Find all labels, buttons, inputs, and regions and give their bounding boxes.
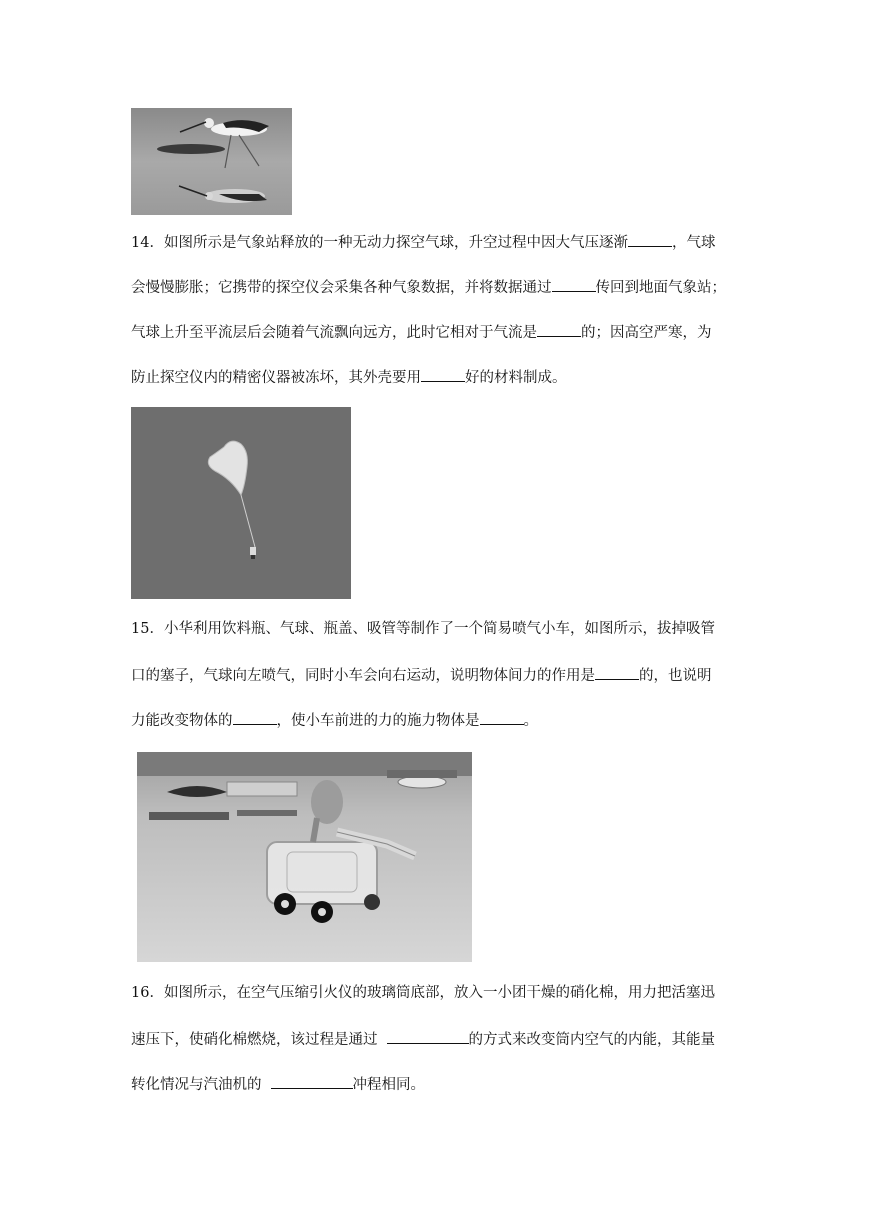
bird-photo: [131, 108, 292, 215]
q14-line-4: 防止探空仪内的精密仪器被冻坏，其外壳要用 好的材料制成。: [131, 367, 567, 388]
q15-line-1: 15．小华利用饮料瓶、气球、瓶盖、吸管等制作了一个简易喷气小车，如图所示，拔掉吸管: [131, 621, 715, 637]
q16-line-3: 转化情况与汽油机的 冲程相同。: [131, 1074, 425, 1095]
q14-line-3: 气球上升至平流层后会随着气流飘向远方，此时它相对于气流是 的；因高空严寒，为: [131, 322, 712, 343]
q16-line-1: 16．如图所示，在空气压缩引火仪的玻璃筒底部，放入一小团干燥的硝化棉，用力把活塞迅: [131, 985, 715, 1001]
toy-car-photo: [137, 752, 472, 962]
answer-blank[interactable]: [552, 277, 596, 292]
question-number: 16．: [131, 985, 164, 1001]
q15-line-2: 口的塞子，气球向左喷气，同时小车会向右运动，说明物体间力的作用是 的，也说明: [131, 665, 712, 686]
answer-blank[interactable]: [628, 232, 672, 247]
answer-blank[interactable]: [421, 367, 465, 382]
answer-blank[interactable]: [233, 710, 277, 725]
answer-blank[interactable]: [480, 710, 524, 725]
question-number: 15．: [131, 621, 164, 637]
answer-blank[interactable]: [537, 322, 581, 337]
answer-blank[interactable]: [595, 665, 639, 680]
answer-blank[interactable]: [387, 1029, 469, 1044]
balloon-photo: [131, 407, 351, 599]
q14-line-2: 会慢慢膨胀；它携带的探空仪会采集各种气象数据，并将数据通过 传回到地面气象站；: [131, 277, 726, 298]
q15-line-3: 力能改变物体的 ，使小车前进的力的施力物体是 。: [131, 710, 538, 731]
q16-line-2: 速压下，使硝化棉燃烧，该过程是通过 的方式来改变筒内空气的内能，其能量: [131, 1029, 715, 1050]
answer-blank[interactable]: [271, 1074, 353, 1089]
question-number: 14．: [131, 235, 164, 251]
q14-line-1: 14．如图所示是气象站释放的一种无动力探空气球，升空过程中因大气压逐渐 ，气球: [131, 232, 715, 253]
